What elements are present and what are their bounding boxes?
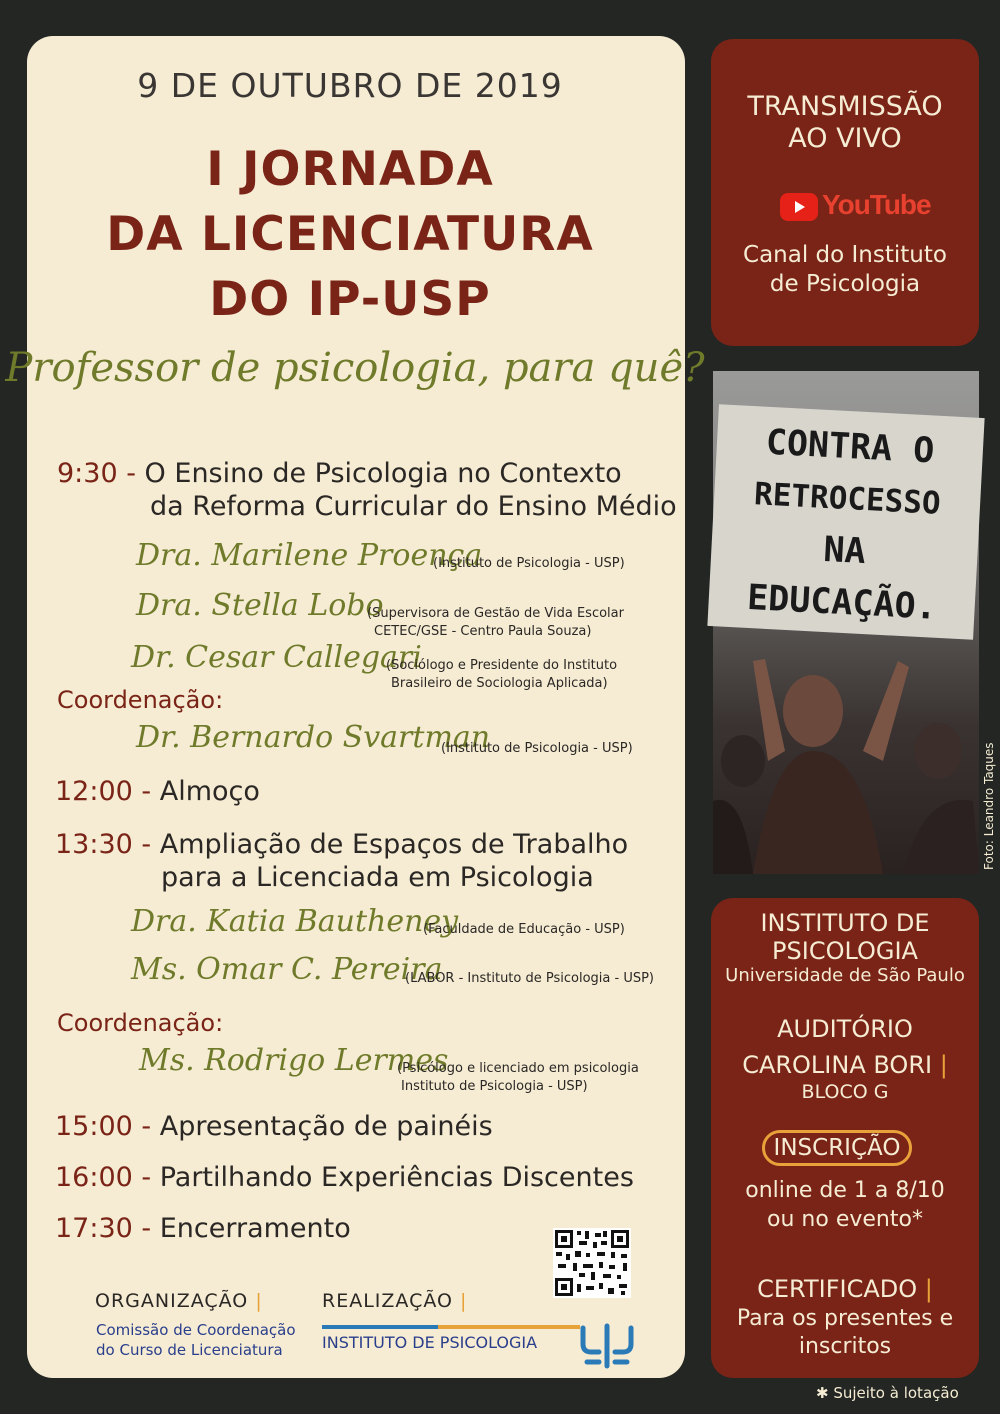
speaker-affiliation: (Instituto de Psicologia - USP) bbox=[433, 556, 625, 571]
speaker-name: Dr. Cesar Callegari bbox=[131, 640, 422, 675]
speaker-name: Ms. Rodrigo Lermes bbox=[139, 1043, 449, 1078]
organization-name-2: do Curso de Licenciatura bbox=[96, 1341, 283, 1359]
session-time: 13:30 - bbox=[55, 829, 160, 860]
speaker bbox=[131, 952, 442, 987]
live-line-1: TRANSMISSÃO bbox=[747, 91, 943, 122]
speaker-name: Dra. Marilene Proença bbox=[136, 538, 483, 573]
capacity-footnote: ✱ Sujeito à lotação bbox=[816, 1384, 959, 1402]
realization-label-text: REALIZAÇÃO bbox=[322, 1290, 453, 1312]
session-title: Partilhando Experiências Discentes bbox=[159, 1162, 634, 1193]
venue-box bbox=[711, 898, 979, 1378]
certificate-line-1: Para os presentes e bbox=[736, 1306, 954, 1331]
title-line-1: I JORNADA bbox=[206, 142, 494, 197]
registration-line-1: online de 1 a 8/10 bbox=[745, 1178, 945, 1203]
photo-credit: Foto: Leandro Taques bbox=[982, 742, 996, 870]
session-time: 17:30 - bbox=[55, 1213, 160, 1244]
speaker bbox=[131, 640, 422, 675]
ip-logo-icon bbox=[579, 1322, 635, 1370]
speaker-affiliation-2: Instituto de Psicologia - USP) bbox=[401, 1079, 588, 1094]
protest-sign-text bbox=[708, 414, 985, 636]
session-title: Ampliação de Espaços de Trabalho bbox=[159, 829, 629, 860]
organization-label bbox=[95, 1290, 263, 1312]
registration-line-2: ou no evento* bbox=[767, 1207, 923, 1232]
speaker bbox=[131, 904, 458, 939]
university-name: Universidade de São Paulo bbox=[725, 965, 965, 986]
speaker-name: Dra. Stella Lobo bbox=[136, 588, 384, 623]
organization-name-1: Comissão de Coordenação bbox=[96, 1321, 296, 1339]
session-title: Apresentação de painéis bbox=[159, 1111, 493, 1142]
channel-line-1: Canal do Instituto bbox=[743, 242, 947, 268]
session-time: 9:30 - bbox=[57, 458, 145, 489]
speaker-name: Dr. Bernardo Svartman bbox=[136, 720, 491, 755]
speaker bbox=[136, 588, 384, 623]
building-label: BLOCO G bbox=[801, 1081, 889, 1103]
speaker-name: Dra. Katia Bautheney bbox=[131, 904, 459, 939]
session-1 bbox=[57, 458, 622, 489]
certificate-label bbox=[711, 1275, 979, 1303]
session-3-title-2: para a Licenciada em Psicologia bbox=[161, 862, 594, 893]
speaker bbox=[136, 538, 482, 573]
youtube-logo[interactable] bbox=[780, 189, 931, 227]
crowd-silhouette bbox=[713, 641, 979, 874]
realization-label bbox=[322, 1290, 467, 1312]
speaker-affiliation-2: Brasileiro de Sociologia Aplicada) bbox=[391, 676, 608, 691]
sign-line: EDUCAÇÃO. bbox=[746, 577, 938, 628]
youtube-play-icon bbox=[780, 193, 818, 221]
session-3 bbox=[55, 829, 628, 860]
speaker-affiliation-1: (Supervisora de Gestão de Vida Escolar bbox=[367, 606, 624, 621]
channel-line-2: de Psicologia bbox=[769, 271, 921, 297]
coordinator bbox=[136, 720, 490, 755]
institute-color-bar bbox=[322, 1325, 580, 1329]
sign-line: NA bbox=[822, 529, 867, 573]
bar-separator: | bbox=[460, 1290, 468, 1312]
event-date: 9 DE OUTUBRO DE 2019 bbox=[137, 66, 563, 105]
bar-separator: | bbox=[255, 1290, 263, 1312]
session-4 bbox=[55, 1111, 493, 1142]
speaker-affiliation: (Instituto de Psicologia - USP) bbox=[441, 741, 633, 756]
certificate-label-text: CERTIFICADO bbox=[757, 1275, 918, 1303]
bar-separator: | bbox=[924, 1275, 933, 1303]
sign-line: RETROCESSO bbox=[753, 476, 942, 522]
session-time: 15:00 - bbox=[55, 1111, 160, 1142]
live-stream-box bbox=[711, 39, 979, 346]
protest-photo bbox=[713, 371, 979, 874]
live-line-2: AO VIVO bbox=[788, 123, 902, 154]
institute-line-2: PSICOLOGIA bbox=[772, 937, 918, 965]
session-title: O Ensino de Psicologia no Contexto bbox=[144, 458, 622, 489]
session-6 bbox=[55, 1213, 351, 1244]
speaker-affiliation-1: (Sociólogo e Presidente do Instituto bbox=[386, 658, 618, 673]
speaker-affiliation: (LABOR - Instituto de Psicologia - USP) bbox=[405, 971, 654, 986]
session-5 bbox=[55, 1162, 634, 1193]
speaker-affiliation: (Faculdade de Educação - USP) bbox=[423, 922, 625, 937]
youtube-wordmark: YouTube bbox=[822, 189, 931, 220]
bar-separator: | bbox=[939, 1051, 948, 1079]
title-line-2: DA LICENCIATURA bbox=[106, 207, 594, 262]
coordination-label: Coordenação: bbox=[57, 686, 224, 714]
coordination-label: Coordenação: bbox=[57, 1009, 224, 1037]
session-2 bbox=[55, 776, 260, 807]
auditorium-name-text: CAROLINA BORI bbox=[742, 1051, 933, 1079]
session-time: 16:00 - bbox=[55, 1162, 160, 1193]
sign-line: CONTRA O bbox=[764, 422, 936, 472]
title-line-3: DO IP-USP bbox=[209, 272, 491, 327]
speaker-affiliation-2: CETEC/GSE - Centro Paula Souza) bbox=[374, 624, 592, 639]
auditorium-label: AUDITÓRIO bbox=[777, 1015, 913, 1043]
speaker-name: Ms. Omar C. Pereira bbox=[131, 952, 443, 987]
organization-label-text: ORGANIZAÇÃO bbox=[95, 1290, 249, 1312]
institute-line-1: INSTITUTO DE bbox=[760, 909, 930, 937]
auditorium-name bbox=[711, 1051, 979, 1079]
session-title: Encerramento bbox=[159, 1213, 351, 1244]
institute-name: INSTITUTO DE PSICOLOGIA bbox=[322, 1333, 538, 1352]
subtitle: Professor de psicologia, para quê? bbox=[5, 345, 705, 391]
session-title: Almoço bbox=[159, 776, 260, 807]
certificate-line-2: inscritos bbox=[798, 1334, 892, 1359]
registration-badge[interactable]: INSCRIÇÃO bbox=[762, 1130, 912, 1166]
session-time: 12:00 - bbox=[55, 776, 160, 807]
qr-code bbox=[553, 1228, 631, 1298]
session-1-title-2: da Reforma Curricular do Ensino Médio bbox=[150, 491, 677, 522]
speaker-affiliation-1: (Psicólogo e licenciado em psicologia bbox=[397, 1061, 639, 1076]
